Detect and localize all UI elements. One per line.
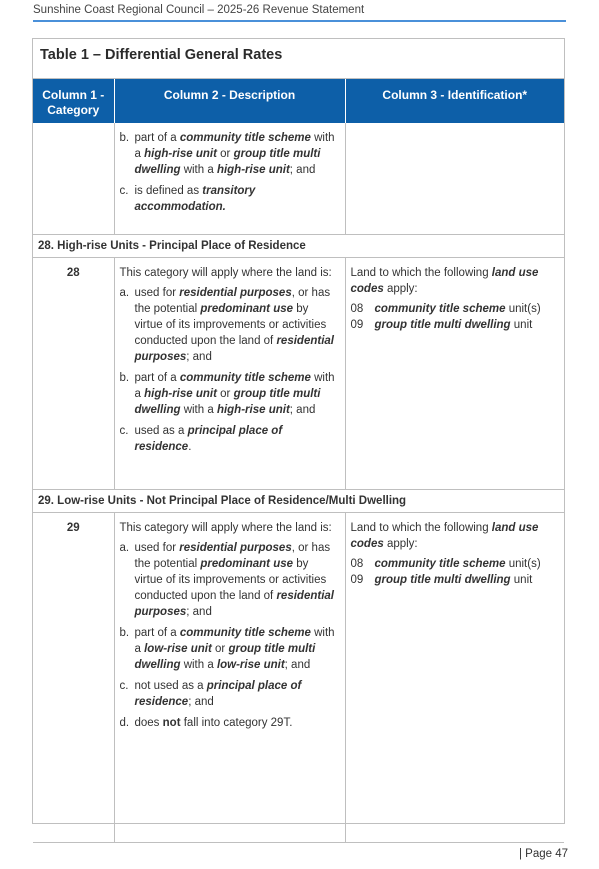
list-item-a: a. used for residential purposes, or has the potential predominant use by virtue of its improvements or activities conducted upon the land of residential purposes; and (119, 542, 334, 618)
list-item-c: c. not used as a principal place of residence; and (119, 680, 302, 708)
category-cell: 28 (33, 258, 114, 490)
table-row-28 (33, 258, 564, 490)
description-intro: This category will apply where the land is: (119, 267, 332, 279)
identification-intro: Land to which the following land use codes apply: (350, 267, 539, 295)
land-use-code: 08 community title scheme unit(s) (350, 558, 541, 570)
header-row (33, 79, 564, 123)
list-item-b: b. part of a community title scheme with a high-rise unit or group title multi dwelling with a high-rise unit; and (119, 132, 335, 176)
land-use-code: 09 group title multi dwelling unit (350, 574, 533, 586)
identification-cell (345, 513, 564, 843)
list-item-c: c. used as a principal place of residence. (119, 425, 283, 453)
section-heading-row (33, 490, 564, 513)
land-use-code: 09 group title multi dwelling unit (350, 319, 533, 331)
list-item-a: a. used for residential purposes, or has the potential predominant use by virtue of its improvements or activities conducted upon the land of residential purposes; and (119, 287, 334, 363)
table-title: Table 1 – Differential General Rates (33, 39, 564, 79)
description-cell (114, 123, 345, 235)
page-header: Sunshine Coast Regional Council – 2025-26 Revenue Statement (33, 4, 566, 22)
table-row-continued (33, 123, 564, 235)
identification-intro: Land to which the following land use codes apply: (350, 522, 539, 550)
column-header-category: Column 1 - Category (33, 79, 114, 123)
land-use-code: 08 community title scheme unit(s) (350, 303, 541, 315)
table-row-29 (33, 513, 564, 843)
list-item-c: c. is defined as transitory accommodation. (119, 185, 256, 213)
section-heading-row (33, 235, 564, 258)
section-heading-29: 29. Low-rise Units - Not Principal Place of Residence/Multi Dwelling (33, 490, 564, 513)
page-number: | Page 47 (519, 848, 569, 860)
rates-table (32, 38, 565, 824)
rates-grid (33, 79, 564, 843)
identification-cell (345, 123, 564, 235)
column-header-description: Column 2 - Description (114, 79, 345, 123)
description-cell (114, 513, 345, 843)
identification-cell (345, 258, 564, 490)
category-cell: 29 (33, 513, 114, 843)
list-item-d: d. does not fall into category 29T. (119, 717, 293, 729)
list-item-b: b. part of a community title scheme with a low-rise unit or group title multi dwelling with a low-rise unit; and (119, 627, 335, 671)
column-header-identification: Column 3 - Identification* (345, 79, 564, 123)
list-item-b: b. part of a community title scheme with a high-rise unit or group title multi dwelling with a high-rise unit; and (119, 372, 335, 416)
description-intro: This category will apply where the land is: (119, 522, 332, 534)
description-cell (114, 258, 345, 490)
section-heading-28: 28. High-rise Units - Principal Place of Residence (33, 235, 564, 258)
category-cell (33, 123, 114, 235)
